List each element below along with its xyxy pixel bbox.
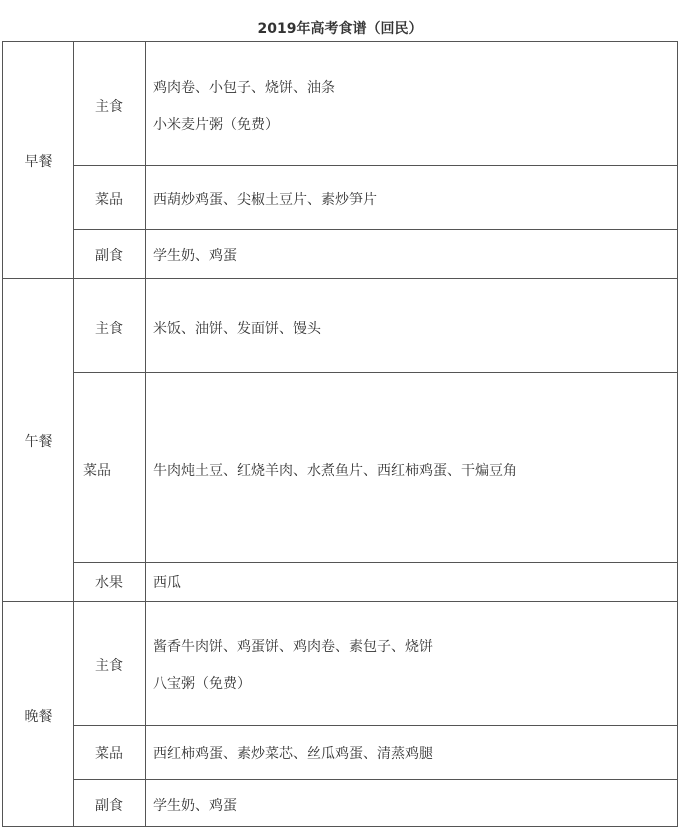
category-label-dishes: 菜品 <box>83 463 111 479</box>
category-label-side: 副食 <box>95 248 123 264</box>
column-divider-category <box>145 41 146 827</box>
item-line: 西葫炒鸡蛋、尖椒土豆片、素炒笋片 <box>153 192 377 208</box>
category-label-dishes: 菜品 <box>95 746 123 762</box>
meal-label-lunch: 午餐 <box>24 434 53 450</box>
section-divider <box>73 372 678 373</box>
section-divider <box>73 165 678 166</box>
table-border-top <box>2 41 678 42</box>
item-line: 西瓜 <box>153 575 181 591</box>
meal-label-dinner: 晚餐 <box>24 709 53 725</box>
category-label-dishes: 菜品 <box>95 192 123 208</box>
table-border-bottom <box>2 826 678 827</box>
item-line: 小米麦片粥（免费） <box>153 117 279 133</box>
page-title: 2019年高考食谱（回民） <box>257 21 423 37</box>
category-label-staple: 主食 <box>95 99 123 115</box>
item-line: 酱香牛肉饼、鸡蛋饼、鸡肉卷、素包子、烧饼 <box>153 639 433 655</box>
item-line: 西红柿鸡蛋、素炒菜芯、丝瓜鸡蛋、清蒸鸡腿 <box>153 746 433 762</box>
item-line: 学生奶、鸡蛋 <box>153 798 237 814</box>
meal-divider <box>2 601 678 602</box>
section-divider <box>73 562 678 563</box>
meal-label-breakfast: 早餐 <box>24 154 53 170</box>
category-label-side: 副食 <box>95 798 123 814</box>
meal-divider <box>2 278 678 279</box>
section-divider <box>73 229 678 230</box>
table-border-right <box>677 41 678 827</box>
item-line: 米饭、油饼、发面饼、馒头 <box>153 321 321 337</box>
item-line: 八宝粥（免费） <box>153 676 251 692</box>
item-line: 学生奶、鸡蛋 <box>153 248 237 264</box>
menu-table <box>0 41 680 827</box>
category-label-fruit: 水果 <box>95 575 123 591</box>
item-line: 牛肉炖土豆、红烧羊肉、水煮鱼片、西红柿鸡蛋、干煸豆角 <box>153 463 517 479</box>
section-divider <box>73 725 678 726</box>
category-label-staple: 主食 <box>95 321 123 337</box>
item-line: 鸡肉卷、小包子、烧饼、油条 <box>153 80 335 96</box>
section-divider <box>73 779 678 780</box>
category-label-staple: 主食 <box>95 658 123 674</box>
